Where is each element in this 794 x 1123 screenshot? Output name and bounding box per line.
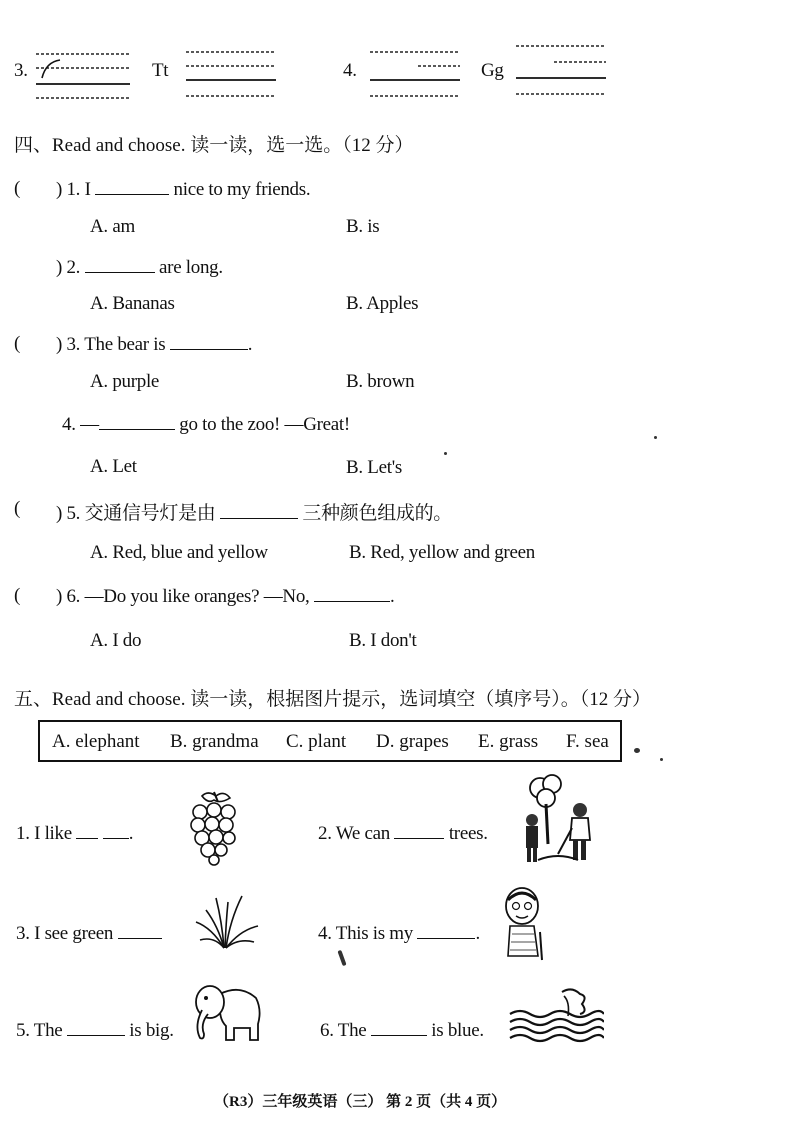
writing-lines-3b[interactable]	[184, 46, 280, 102]
question-1-stem: ) 1. I nice to my friends.	[56, 179, 311, 200]
writing-lines-4b[interactable]	[514, 40, 610, 100]
fill-item-4: 4. This is my .	[318, 923, 480, 944]
item-4-letter: Gg	[481, 60, 504, 81]
answer-blank[interactable]	[76, 822, 98, 839]
fill-item-3: 3. I see green	[16, 922, 162, 945]
item-4-number: 4.	[343, 60, 357, 81]
answer-paren-open: (	[14, 585, 21, 606]
word-elephant: A. elephant	[52, 731, 140, 752]
question-5-stem: ) 5. 交通信号灯是由 三种颜色组成的。	[56, 503, 452, 524]
scan-speck	[654, 436, 657, 439]
question-4-option-a[interactable]: A. Let	[90, 456, 137, 477]
elephant-icon	[190, 980, 266, 1046]
question-6-stem: ) 6. —Do you like oranges? —No, .	[56, 586, 395, 607]
answer-blank[interactable]	[371, 1019, 427, 1036]
word-sea: F. sea	[566, 731, 609, 752]
page-footer: （R3）三年级英语（三） 第 2 页（共 4 页）	[214, 1094, 507, 1110]
word-bank	[38, 720, 622, 762]
question-4-stem: 4. — go to the zoo! —Great!	[62, 414, 350, 435]
item-3-letter: Tt	[152, 60, 169, 81]
scan-speck	[444, 452, 447, 455]
answer-blank[interactable]	[103, 822, 129, 839]
question-1-option-a[interactable]: A. am	[90, 216, 135, 237]
answer-blank[interactable]	[417, 922, 475, 939]
writing-lines-4[interactable]	[368, 46, 464, 102]
word-plant: C. plant	[286, 731, 347, 752]
question-3-option-a[interactable]: A. purple	[90, 371, 160, 392]
question-3-stem: ) 3. The bear is .	[56, 334, 253, 355]
scan-speck	[337, 950, 346, 966]
question-4-option-b[interactable]: B. Let's	[346, 457, 402, 478]
writing-lines-3[interactable]	[34, 48, 134, 104]
scan-speck	[660, 758, 663, 761]
scan-speck	[634, 748, 640, 753]
fill-item-1: 1. I like .	[16, 823, 134, 844]
word-grandma: B. grandma	[170, 731, 259, 752]
grandma-icon	[498, 886, 550, 962]
answer-blank[interactable]	[99, 413, 175, 430]
answer-paren-open: (	[14, 498, 21, 519]
answer-blank[interactable]	[85, 256, 155, 273]
section-5-heading: 五、Read and choose. 读一读，根据图片提示，选词填空（填序号）。（12 分）	[14, 689, 651, 710]
question-2-option-b[interactable]: B. Apples	[346, 293, 419, 314]
question-2-option-a[interactable]: A. Bananas	[90, 293, 175, 314]
answer-blank[interactable]	[170, 333, 248, 350]
question-2-stem: ) 2. are long.	[56, 257, 223, 278]
question-1-option-b[interactable]: B. is	[346, 216, 380, 237]
sea-icon	[508, 986, 604, 1046]
section-4-heading: 四、Read and choose. 读一读，选一选。（12 分）	[14, 135, 414, 156]
answer-blank[interactable]	[67, 1019, 125, 1036]
answer-paren-open: (	[14, 178, 21, 199]
word-grass: E. grass	[478, 731, 539, 752]
answer-blank[interactable]	[220, 502, 298, 519]
question-6-option-b[interactable]: B. I don't	[349, 630, 417, 651]
question-3-option-b[interactable]: B. brown	[346, 371, 415, 392]
question-5-option-a[interactable]: A. Red, blue and yellow	[90, 542, 268, 563]
answer-blank[interactable]	[394, 822, 444, 839]
item-3-number: 3.	[14, 60, 28, 81]
answer-blank[interactable]	[314, 585, 390, 602]
fill-item-2: 2. We can trees.	[318, 823, 488, 844]
word-grapes: D. grapes	[376, 731, 449, 752]
fill-item-5: 5. The is big.	[16, 1020, 174, 1041]
children-planting-tree-icon	[518, 774, 602, 868]
question-6-option-a[interactable]: A. I do	[90, 630, 142, 651]
grass-icon	[194, 892, 260, 952]
question-5-option-b[interactable]: B. Red, yellow and green	[349, 542, 535, 563]
grapes-icon	[188, 788, 242, 866]
answer-blank[interactable]	[118, 922, 162, 939]
fill-item-6: 6. The is blue.	[320, 1020, 484, 1041]
answer-blank[interactable]	[95, 178, 169, 195]
answer-paren-open: (	[14, 333, 21, 354]
